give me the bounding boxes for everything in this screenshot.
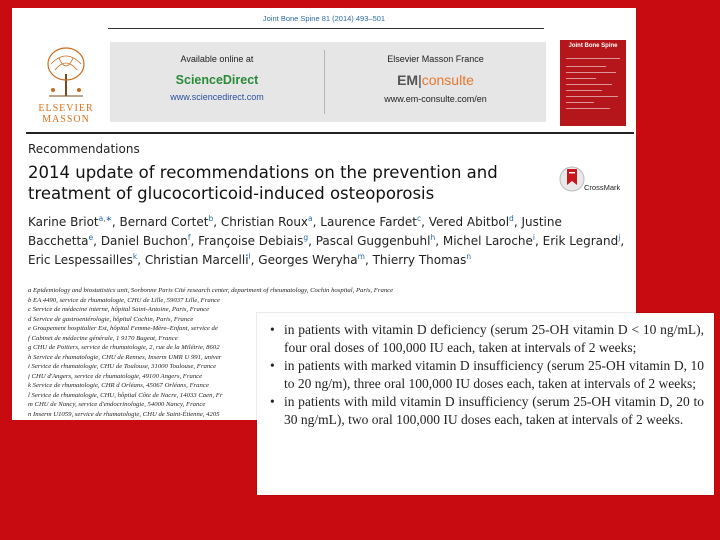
dosage-bullet-text: in patients with marked vitamin D insufficiency (serum 25-OH vitamin D, 10 to 20 ng/m), three oral 100,000 IU doses each, taken at intervals of 2 weeks; [284, 358, 704, 391]
author-separator: , [111, 215, 120, 229]
affiliation-item: k Service de rhumatologie, CHR d Orléans, 45067 Orléans, France [28, 382, 209, 389]
author-affiliation-marker[interactable]: i [532, 233, 535, 242]
affiliation-item: b EA 4490, service de rhumatologie, CHU de Lille, 59037 Lille, France [28, 296, 220, 304]
author-name[interactable] [101, 234, 191, 248]
author-affiliation-marker[interactable]: m [357, 252, 365, 261]
author-name-text: Pascal Guggenbuhl [315, 234, 431, 248]
author-separator: , [137, 253, 145, 267]
author-name-text: Karine Briot [28, 215, 99, 229]
dosage-bullet-list [257, 313, 714, 429]
author-separator: , [513, 215, 522, 229]
author-name[interactable] [120, 215, 214, 229]
author-separator: , [93, 234, 101, 248]
author-name-text: Laurence Fardet [320, 215, 417, 229]
author-name-text: Bernard Cortet [119, 215, 209, 229]
author-name[interactable] [373, 253, 472, 267]
author-name-text: Christian Roux [220, 215, 309, 229]
author-name[interactable] [429, 215, 514, 229]
affiliation-item: e Groupement hospitalier Est, hôpital Femme-Mère–Enfant, service de [28, 325, 218, 332]
bullet-icon: • [270, 358, 275, 373]
journal-cover-thumbnail[interactable] [560, 40, 626, 126]
affiliation-item: a Epidemiology and biostatistics unit, Sorbonne Paris Cité research center, department of rheumatology, Cochin hospital, Paris, France [28, 287, 394, 294]
author-name[interactable] [221, 215, 313, 229]
author-name[interactable] [443, 234, 535, 248]
article-type-label: Recommendations [28, 142, 140, 156]
author-separator: , [421, 215, 429, 229]
author-affiliation-marker[interactable]: l [248, 252, 251, 261]
em-publisher-label: Elsevier Masson France [387, 54, 484, 64]
author-name[interactable] [258, 253, 365, 267]
author-affiliation-marker[interactable]: j [618, 233, 621, 242]
affiliation-item: d Service de gastroentérologie, hôpital Cochin, Paris, France [28, 315, 194, 323]
dosage-bullet-item [270, 321, 704, 357]
dosage-bullet-text: in patients with mild vitamin D insufficiency (serum 25-OH vitamin D, 20 to 30 ng/mL), two oral 100,000 IU doses each, taken at intervals of 2 weeks. [284, 394, 704, 427]
em-logo-part: EM [397, 72, 419, 88]
affiliation-item: i Service de rhumatologie, CHU de Toulouse, 31000 Toulouse, France [28, 363, 217, 370]
author-list [28, 211, 628, 268]
author-name-text: Christian Marcelli [144, 253, 249, 267]
author-separator: , [308, 234, 316, 248]
author-affiliation-marker[interactable]: f [187, 233, 191, 242]
author-separator: , [435, 234, 443, 248]
author-affiliation-marker[interactable]: b [208, 214, 214, 223]
elsevier-logo-text: ELSEVIER [38, 103, 94, 114]
author-name-text: Michel Laroche [442, 234, 533, 248]
bullet-icon: • [270, 322, 275, 337]
elsevier-tree-icon [43, 44, 89, 98]
author-name-text: Eric Lespessailles [28, 253, 133, 267]
author-affiliation-marker[interactable]: a [308, 214, 313, 223]
available-online-label: Available online at [180, 54, 254, 64]
header-rule [108, 28, 544, 29]
masson-logo-text: MASSON [42, 114, 90, 125]
author-separator: , [250, 253, 259, 267]
affiliation-item: j CHU d'Angers, service de rhumatologie, 49100 Angers, France [28, 372, 203, 380]
author-name-text: Thierry Thomas [372, 253, 467, 267]
author-name[interactable] [320, 215, 421, 229]
author-separator: , [312, 215, 321, 229]
author-affiliation-marker[interactable]: g [303, 233, 309, 242]
author-affiliation-marker[interactable]: d [509, 214, 514, 223]
affiliation-item: n Inserm U1059, service de rhumatologie, CHU de Saint-Étienne, 4205 [28, 410, 220, 418]
affiliation-item: g CHU de Poitiers, service de rhumatologie, 2, rue de la Milétrie, 8602 [28, 344, 220, 351]
author-affiliation-marker[interactable]: c [416, 214, 422, 223]
crossmark-label[interactable]: CrossMark [584, 183, 621, 192]
author-name-text: Georges Weryha [258, 253, 358, 267]
sciencedirect-logo[interactable]: ScienceDirect [175, 73, 259, 87]
author-separator: , [190, 234, 199, 248]
affiliation-item: c Service de médecine interne, hôpital Saint-Antoine, Paris, France [28, 306, 210, 313]
author-name[interactable] [316, 234, 435, 248]
affiliation-item: l Service de rhumatologie, CHU, hôpital Côte de Nacre, 14033 Caen, Fr [28, 391, 223, 399]
author-name-text: Erik Legrand [542, 234, 619, 248]
author-name-text: Justine Bacchetta [28, 215, 562, 248]
author-separator: , [620, 234, 625, 248]
sciencedirect-link[interactable]: www.sciencedirect.com [170, 92, 264, 102]
dosage-bullet-item [270, 357, 704, 393]
author-name-text: Daniel Buchon [100, 234, 188, 248]
article-title: 2014 update of recommendations on the prevention and treatment of glucocorticoid-induced osteoporosis [28, 163, 498, 203]
author-name[interactable] [543, 234, 621, 248]
author-separator: , [535, 234, 543, 248]
bullet-icon: • [270, 394, 275, 409]
dosage-bullet-item [270, 393, 704, 429]
author-separator: , [364, 253, 373, 267]
dosage-bullet-text: in patients with vitamin D deficiency (serum 25-OH vitamin D < 10 ng/mL), four oral doses of 100,000 IU each, taken at intervals of 2 weeks; [284, 322, 704, 355]
author-name-text: Françoise Debiais [198, 234, 304, 248]
author-name[interactable] [28, 253, 137, 267]
em-logo-divider: | [418, 72, 422, 88]
affiliation-item: m CHU de Nancy, service d'endocrinologie, 54000 Nancy, France [28, 401, 206, 408]
availability-banner [110, 42, 546, 122]
author-name[interactable] [198, 234, 308, 248]
elsevier-logo [34, 44, 98, 124]
author-affiliation-marker[interactable]: a,∗ [98, 214, 112, 223]
section-rule [26, 132, 634, 134]
author-name-text: Vered Abitbol [428, 215, 510, 229]
em-consulte-link[interactable]: www.em-consulte.com/en [384, 94, 487, 104]
affiliation-item: f Cabinet de médecine générale, 1 9170 Bugeat, France [28, 334, 178, 342]
author-name[interactable] [28, 215, 112, 229]
em-consulte-logo[interactable] [325, 72, 546, 88]
consulte-logo-part: consulte [421, 72, 474, 88]
author-separator: , [213, 215, 221, 229]
author-affiliation-marker[interactable]: h [430, 233, 436, 242]
author-affiliation-marker[interactable]: e [88, 233, 94, 242]
affiliation-item: h Service de rhumatologie, CHU de Rennes, Inserm UMR U 991, univer [28, 353, 222, 361]
author-name[interactable] [145, 253, 251, 267]
cover-title: Joint Bone Spine [568, 43, 618, 49]
journal-reference[interactable]: Joint Bone Spine 81 (2014) 493–501 [262, 14, 386, 23]
dosage-callout [257, 313, 714, 495]
author-affiliation-marker[interactable]: k [132, 252, 138, 261]
author-affiliation-marker[interactable]: n [466, 252, 472, 261]
